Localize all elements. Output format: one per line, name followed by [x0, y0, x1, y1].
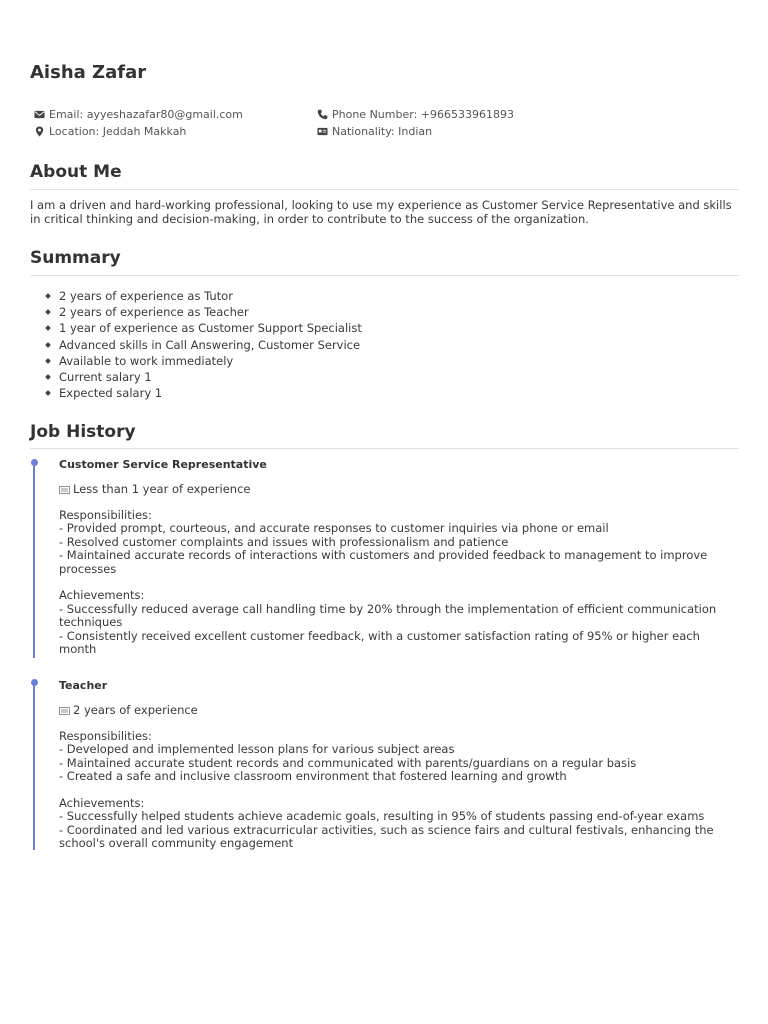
location-text: Location: Jeddah Makkah — [49, 125, 187, 138]
briefcase-icon — [59, 485, 70, 494]
about-heading: About Me — [30, 162, 122, 182]
job-experience — [59, 482, 739, 496]
job-title: Teacher — [59, 679, 108, 692]
job-experience-text: 2 years of experience — [73, 703, 198, 717]
phone-icon — [317, 109, 328, 120]
timeline-dot — [31, 459, 38, 466]
list-item: Current salary 1 — [44, 369, 362, 385]
timeline-line — [33, 682, 35, 850]
job-history-divider — [30, 448, 739, 449]
contact-location — [34, 125, 186, 138]
id-card-icon — [317, 126, 328, 137]
email-text: Email: ayyeshazafar80@gmail.com — [49, 108, 243, 121]
contact-email — [34, 108, 243, 121]
list-item: Expected salary 1 — [44, 385, 362, 401]
summary-list — [44, 288, 362, 401]
summary-heading: Summary — [30, 248, 121, 268]
contact-nationality — [317, 125, 432, 138]
job-history-heading: Job History — [30, 422, 136, 442]
contact-phone — [317, 108, 514, 121]
timeline-line — [33, 462, 35, 658]
nationality-text: Nationality: Indian — [332, 125, 433, 138]
candidate-name: Aisha Zafar — [30, 62, 147, 83]
job-experience-text: Less than 1 year of experience — [73, 482, 251, 496]
list-item: Available to work immediately — [44, 353, 362, 369]
job-description: Responsibilities: - Provided prompt, courteous, and accurate responses to customer inquiries via phone or email - Resolved customer complaints and issues with professionalism and patience - Maintained accurate records of interactions with customers and provided feedback to management to improve processes Achievements: - Successfully reduced average call handling time by 20% through the implementation of efficient communication techniques - Consistently received excellent customer feedback, with a customer satisfaction rating of 95% or higher each month — [59, 508, 717, 657]
list-item: 1 year of experience as Customer Support Specialist — [44, 320, 362, 336]
job-description: Responsibilities: - Developed and implemented lesson plans for various subject areas - Maintained accurate student records and communicated with parents/guardians on a regular basis - Created a safe and inclusive classroom environment that fostered learning and growth Achievements: - Successfully helped students achieve academic goals, resulting in 95% of students passing end-of-year exams - Coordinated and led various extracurricular activities, such as science fairs and cultural festivals, enhancing the school's overall community engagement — [59, 729, 714, 851]
job-experience — [59, 703, 739, 717]
list-item: 2 years of experience as Teacher — [44, 304, 362, 320]
phone-text: Phone Number: +966533961893 — [332, 108, 514, 121]
timeline-dot — [31, 679, 38, 686]
job-title: Customer Service Representative — [59, 458, 267, 471]
job-entry — [59, 458, 739, 656]
summary-divider — [30, 275, 739, 276]
envelope-icon — [34, 109, 45, 120]
location-pin-icon — [34, 126, 45, 137]
about-divider — [30, 189, 739, 190]
about-text: I am a driven and hard-working professional, looking to use my experience as Customer Service Representative and skills in critical thinking and decision-making, in order to contribute to the success of the organization. — [30, 198, 732, 226]
list-item: 2 years of experience as Tutor — [44, 288, 362, 304]
job-entry — [59, 679, 739, 851]
list-item: Advanced skills in Call Answering, Customer Service — [44, 337, 362, 353]
briefcase-icon — [59, 706, 70, 715]
